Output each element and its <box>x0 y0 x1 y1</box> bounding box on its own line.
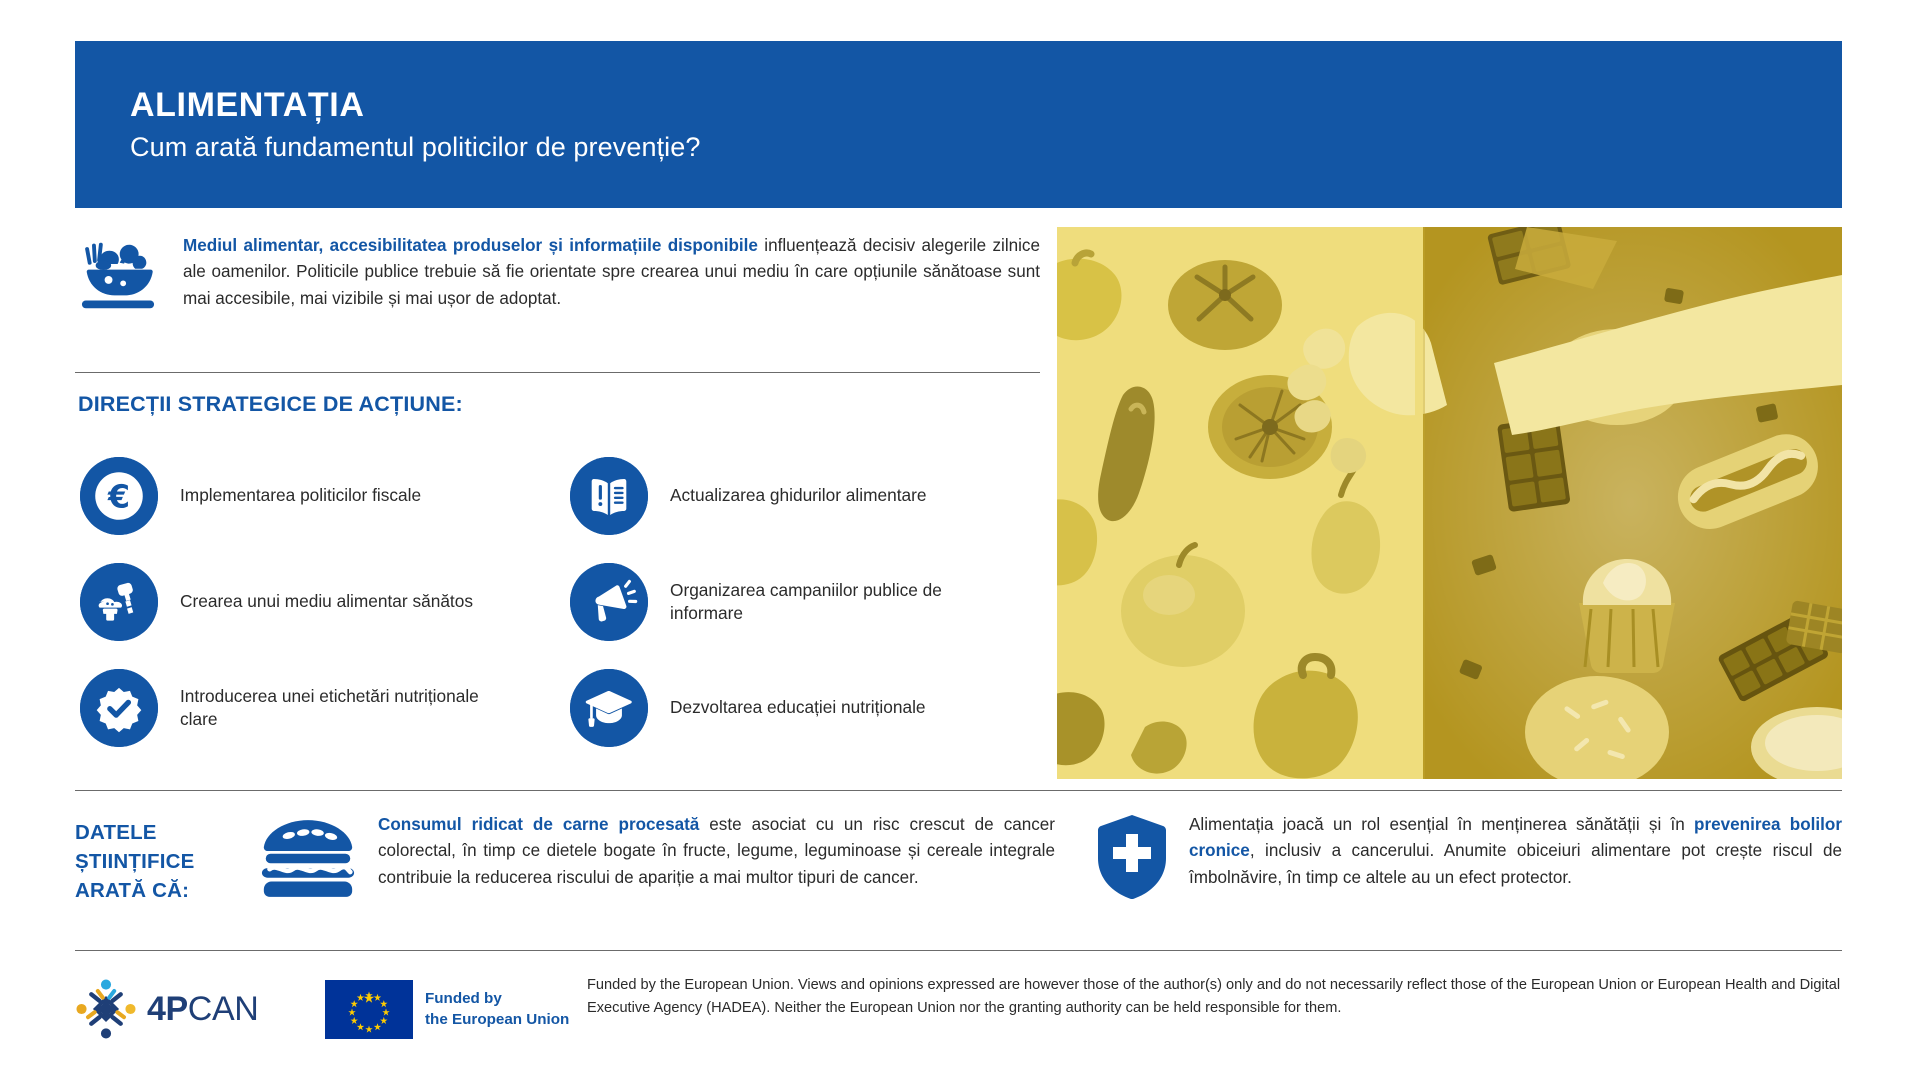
direction-item-dietary-guidelines[interactable] <box>570 443 1040 549</box>
scientific-block-meat <box>260 812 1055 906</box>
svg-text:€: € <box>107 479 131 516</box>
shield-cross-icon <box>1097 812 1167 905</box>
4pcan-wordmark-bold: 4P <box>147 989 188 1028</box>
scientific-post: , inclusiv a cancerului. Anumite obiceiuri alimentare pot crește riscul de îmbolnăvire, în timp ce altele au un efect protector. <box>1189 841 1842 887</box>
direction-label: Crearea unui mediu alimentar sănătos <box>180 591 473 612</box>
direction-item-healthy-food-environment[interactable] <box>80 549 550 655</box>
direction-item-fiscal-policies[interactable] <box>80 443 550 549</box>
page-subtitle: Cum arată fundamentul politicilor de prevenție? <box>130 131 701 162</box>
graduation-cap-icon <box>570 669 648 747</box>
scientific-body: este asociat cu un risc crescut de cancer colorectal, în timp ce dietele bogate în fructe, legume, leguminoase și cereale integrale contribuie la reducerea riscului de apariție a mai multor tipuri de cancer. <box>378 815 1055 887</box>
burger-icon <box>260 812 356 906</box>
euro-icon <box>80 457 158 535</box>
megaphone-icon <box>570 563 648 641</box>
direction-label: Dezvoltarea educației nutriționale <box>670 697 926 718</box>
divider-mid <box>75 790 1842 791</box>
direction-label: Actualizarea ghidurilor alimentare <box>670 485 927 506</box>
4pcan-mark-icon <box>75 978 137 1040</box>
eu-caption-line2: the European Union <box>425 1010 570 1028</box>
scientific-block-prevention <box>1097 812 1842 905</box>
european-union-flag <box>325 980 413 1039</box>
directions-heading: DIRECȚII STRATEGICE DE ACȚIUNE: <box>78 392 463 416</box>
scientific-data-section <box>75 812 1842 940</box>
direction-item-nutrition-education[interactable] <box>570 655 1040 761</box>
scientific-pre: Alimentația joacă un rol esențial în menținerea sănătății și în <box>1189 815 1695 834</box>
intro-body: influențează decisiv alegerile zilnice ale oamenilor. Politicile publice trebuie să fie orientate spre crearea unui mediu în care opțiunile sănătoase sunt mai accesibile, mai vizibile și mai ușor de adoptat. <box>183 236 1040 308</box>
open-book-icon <box>570 457 648 535</box>
intro-paragraph <box>183 233 1040 312</box>
scientific-text-prevention <box>1189 812 1842 891</box>
direction-item-nutrition-labelling[interactable] <box>80 655 550 761</box>
page-header <box>75 41 1842 208</box>
certified-check-icon <box>80 669 158 747</box>
scientific-highlight: Consumul ridicat de carne procesată <box>378 815 700 834</box>
scientific-data-label: DATELE ȘTIINȚIFICE ARATĂ CĂ: <box>75 821 195 903</box>
direction-label: Introducerea unei etichetări nutriționale clare <box>180 685 479 729</box>
scientific-text-meat <box>378 812 1055 891</box>
direction-label: Implementarea politicilor fiscale <box>180 485 422 506</box>
vegetables-icon <box>80 563 158 641</box>
directions-grid <box>80 443 1040 761</box>
eu-funding-caption <box>425 989 569 1029</box>
funding-disclaimer: Funded by the European Union. Views and opinions expressed are however those of the author(s) only and do not necessarily reflect those of the European Union or European Health and Digital Executive Agency (HADEA). Neither the European Union nor the granting authority can be held responsible for them. <box>587 977 1841 1016</box>
divider-intro <box>75 372 1040 373</box>
intro-block <box>75 233 1040 373</box>
divider-footer <box>75 950 1842 951</box>
scientific-highlight: prevenirea bolilor cronice <box>1189 815 1842 861</box>
salad-bowl-icon <box>75 233 161 321</box>
intro-lead: Mediul alimentar, accesibilitatea produselor și informațiile disponibile <box>183 236 758 255</box>
page-title: ALIMENTAȚIA <box>130 86 365 125</box>
direction-item-public-campaigns[interactable] <box>570 549 1040 655</box>
page-footer <box>75 968 1842 1060</box>
eu-funding-block <box>325 968 585 1039</box>
food-choice-duotone-photo <box>1057 227 1842 779</box>
4pcan-wordmark <box>147 990 258 1029</box>
4pcan-wordmark-light: CAN <box>187 989 259 1028</box>
direction-label: Organizarea campaniilor publice de informare <box>670 579 942 623</box>
4pcan-logo[interactable] <box>75 968 325 1040</box>
eu-caption-line1: Funded by <box>425 990 502 1008</box>
